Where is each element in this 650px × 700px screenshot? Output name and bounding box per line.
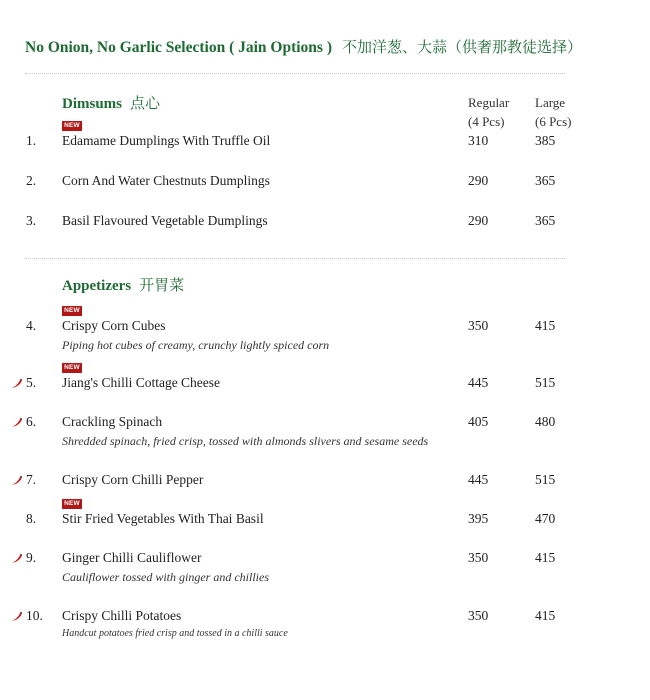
item-name: Edamame Dumplings With Truffle Oil bbox=[62, 133, 271, 148]
menu-title bbox=[25, 36, 582, 57]
item-price-large: 385 bbox=[535, 133, 556, 148]
item-number: 6. bbox=[26, 414, 37, 429]
item-price-large: 365 bbox=[535, 213, 556, 228]
item-number: 7. bbox=[26, 472, 37, 487]
chilli-icon bbox=[10, 418, 24, 428]
item-price-regular: 350 bbox=[468, 318, 489, 333]
section-name-english: Dimsums bbox=[62, 96, 123, 112]
item-price-large: 470 bbox=[535, 511, 556, 526]
section-heading-dimsums bbox=[62, 92, 160, 113]
item-price-regular: 405 bbox=[468, 414, 489, 429]
item-name: Ginger Chilli Cauliflower bbox=[62, 550, 202, 565]
item-number: 2. bbox=[26, 173, 37, 188]
item-price-regular: 445 bbox=[468, 375, 489, 390]
column-header-large-qty: (6 Pcs) bbox=[535, 114, 572, 129]
item-price-regular: 350 bbox=[468, 608, 489, 623]
menu-title-chinese: 不加洋葱、大蒜（供奢那教徒选择） bbox=[342, 40, 583, 56]
section-divider bbox=[25, 258, 565, 259]
column-header-regular bbox=[468, 93, 509, 131]
item-price-large: 515 bbox=[535, 375, 556, 390]
item-number: 3. bbox=[26, 213, 37, 228]
section-name-chinese: 开胃菜 bbox=[139, 278, 185, 294]
column-header-large bbox=[535, 93, 571, 131]
new-badge: NEW bbox=[62, 121, 82, 131]
item-description: Shredded spinach, fried crisp, tossed with almonds slivers and sesame seeds bbox=[62, 434, 429, 448]
item-price-regular: 445 bbox=[468, 472, 489, 487]
item-number: 8. bbox=[26, 511, 37, 526]
item-name: Crackling Spinach bbox=[62, 414, 163, 429]
section-name-chinese: 点心 bbox=[130, 96, 161, 112]
section-heading-appetizers bbox=[62, 274, 184, 295]
item-price-large: 365 bbox=[535, 173, 556, 188]
new-badge: NEW bbox=[62, 499, 82, 509]
item-price-regular: 395 bbox=[468, 511, 489, 526]
column-header-regular-label: Regular bbox=[468, 95, 510, 110]
column-header-large-label: Large bbox=[535, 95, 566, 110]
chilli-icon bbox=[10, 554, 24, 564]
item-number: 5. bbox=[26, 375, 37, 390]
item-number: 1. bbox=[26, 133, 37, 148]
chilli-icon bbox=[10, 476, 24, 486]
item-name: Stir Fried Vegetables With Thai Basil bbox=[62, 511, 264, 526]
item-description: Handcut potatoes fried crisp and tossed in a chilli sauce bbox=[62, 628, 288, 639]
new-badge: NEW bbox=[62, 306, 82, 316]
item-price-large: 415 bbox=[535, 318, 556, 333]
item-number: 10. bbox=[26, 608, 43, 623]
chilli-icon bbox=[10, 612, 24, 622]
section-divider bbox=[25, 73, 565, 74]
item-price-large: 515 bbox=[535, 472, 556, 487]
item-price-large: 415 bbox=[535, 550, 556, 565]
chilli-icon bbox=[10, 379, 24, 389]
section-name-english: Appetizers bbox=[62, 278, 132, 294]
new-badge: NEW bbox=[62, 363, 82, 373]
item-name: Crispy Corn Cubes bbox=[62, 318, 166, 333]
item-name: Jiang's Chilli Cottage Cheese bbox=[62, 375, 221, 390]
item-number: 4. bbox=[26, 318, 37, 333]
item-name: Crispy Corn Chilli Pepper bbox=[62, 472, 204, 487]
item-price-regular: 290 bbox=[468, 173, 489, 188]
item-price-regular: 310 bbox=[468, 133, 489, 148]
column-header-regular-qty: (4 Pcs) bbox=[468, 114, 505, 129]
item-price-regular: 350 bbox=[468, 550, 489, 565]
item-number: 9. bbox=[26, 550, 37, 565]
item-name: Corn And Water Chestnuts Dumplings bbox=[62, 173, 270, 188]
item-description: Piping hot cubes of creamy, crunchy lightly spiced corn bbox=[62, 338, 330, 352]
item-price-large: 480 bbox=[535, 414, 556, 429]
item-description: Cauliflower tossed with ginger and chillies bbox=[62, 570, 269, 584]
item-name: Crispy Chilli Potatoes bbox=[62, 608, 182, 623]
item-price-large: 415 bbox=[535, 608, 556, 623]
item-price-regular: 290 bbox=[468, 213, 489, 228]
menu-title-english: No Onion, No Garlic Selection ( Jain Options ) bbox=[25, 39, 332, 56]
item-name: Basil Flavoured Vegetable Dumplings bbox=[62, 213, 268, 228]
